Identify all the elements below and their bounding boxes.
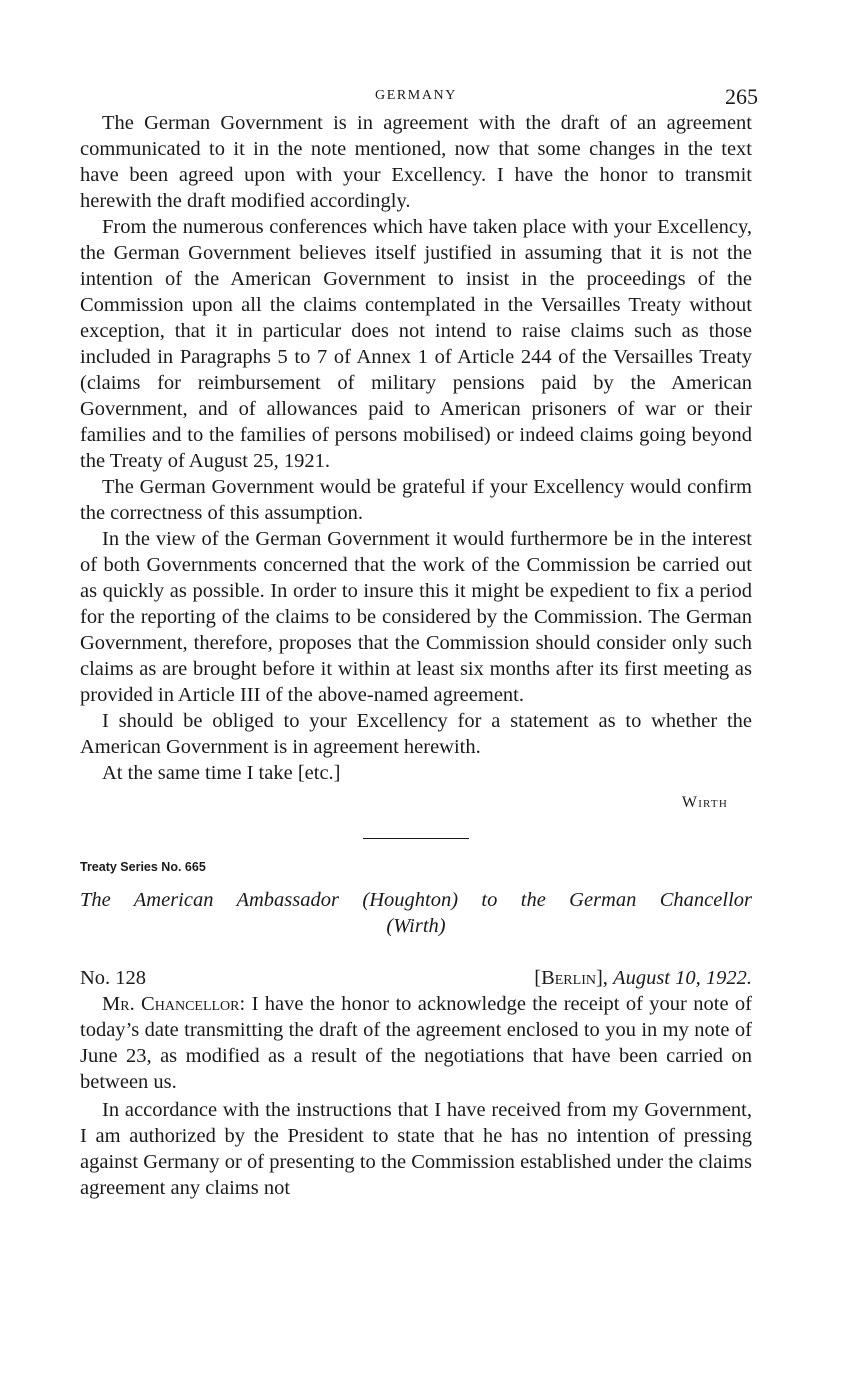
letter-paragraph: At the same time I take [etc.] bbox=[102, 762, 341, 784]
letter-paragraph: I should be obliged to your Excellency for a statement as to whether the American Government is in agreement herewith. bbox=[80, 710, 752, 758]
letter-paragraph: From the numerous conferences which have taken place with your Excellency, the German Government believes itself justified in assuming that it is not the intention of the American Government to insist in the proceedings of the Commission upon all the claims contemplated in the Versailles Treaty without exception, that it in particular does not intend to raise claims such as those included in Paragraphs 5 to 7 of Annex 1 of Article 244 of the Versailles Treaty (claims for reimbursement of military pensions paid by the American Government, and of allowances paid to American prisoners of war or their families and to the families of persons mobilised) or indeed claims going beyond the Treaty of August 25, 1921. bbox=[80, 216, 752, 472]
letter-paragraph: The German Government would be grateful if your Excellency would confirm the correctness of this assumption. bbox=[80, 476, 752, 524]
heading-line-2: (Wirth) bbox=[386, 915, 446, 937]
letter-paragraph: The German Government is in agreement with the draft of an agreement communicated to it in the note mentioned, now that some changes in the text have been agreed upon with your Excellency. I have the honor to transmit herewith the draft modified accordingly. bbox=[80, 112, 752, 212]
document-number: No. 128 bbox=[80, 967, 147, 989]
salutation: Mr. Chancellor bbox=[102, 993, 240, 1015]
place: Berlin bbox=[541, 967, 596, 989]
reply-paragraph: In accordance with the instructions that I have received from my Government, I am authorized by the President to state that he has no intention of pressing against Germany or of presenting to the Commission established under the claims agreement any claims not bbox=[80, 1099, 752, 1199]
document-page bbox=[80, 80, 758, 1201]
treaty-series-label: Treaty Series No. 665 bbox=[80, 860, 206, 874]
running-head bbox=[80, 80, 758, 110]
dateline bbox=[80, 965, 752, 991]
document-heading bbox=[80, 887, 752, 939]
letter-paragraph: In the view of the German Government it would furthermore be in the interest of both Governments concerned that the work of the Commission be carried out as quickly as possible. In order to insure this it might be expedient to fix a period for the reporting of the claims to be considered by the Commission. The German Government, therefore, proposes that the Commission should consider only such claims as are brought before it within at least six months after its first meeting as provided in Article III of the above-named agreement. bbox=[80, 528, 752, 706]
reply-paragraph: Mr. Chancellor: I have the honor to acknowledge the receipt of your note of today’s date transmitting the draft of the agreement enclosed to you in my note of June 23, as modified as a result of the negotiations that have been carried on between us. bbox=[80, 993, 752, 1093]
page-number: 265 bbox=[725, 84, 758, 109]
heading-line-1: The American Ambassador (Houghton) to the German Chancellor bbox=[80, 889, 752, 911]
place-date: [Berlin], August 10, 1922. bbox=[534, 967, 752, 989]
letter-body bbox=[80, 110, 752, 816]
running-title: GERMANY bbox=[375, 88, 457, 103]
reply-paragraph-text: I have the honor to acknowledge the receipt of your note of today’s date transmitting the draft of the agreement enclosed to you in my note of June 23, as modified as a result of the negotiations that have been carried on between us. bbox=[80, 993, 752, 1093]
signature: Wirth bbox=[681, 794, 728, 811]
reply-body bbox=[80, 991, 752, 1201]
section-divider bbox=[363, 838, 469, 839]
date: August 10, 1922. bbox=[613, 967, 752, 989]
